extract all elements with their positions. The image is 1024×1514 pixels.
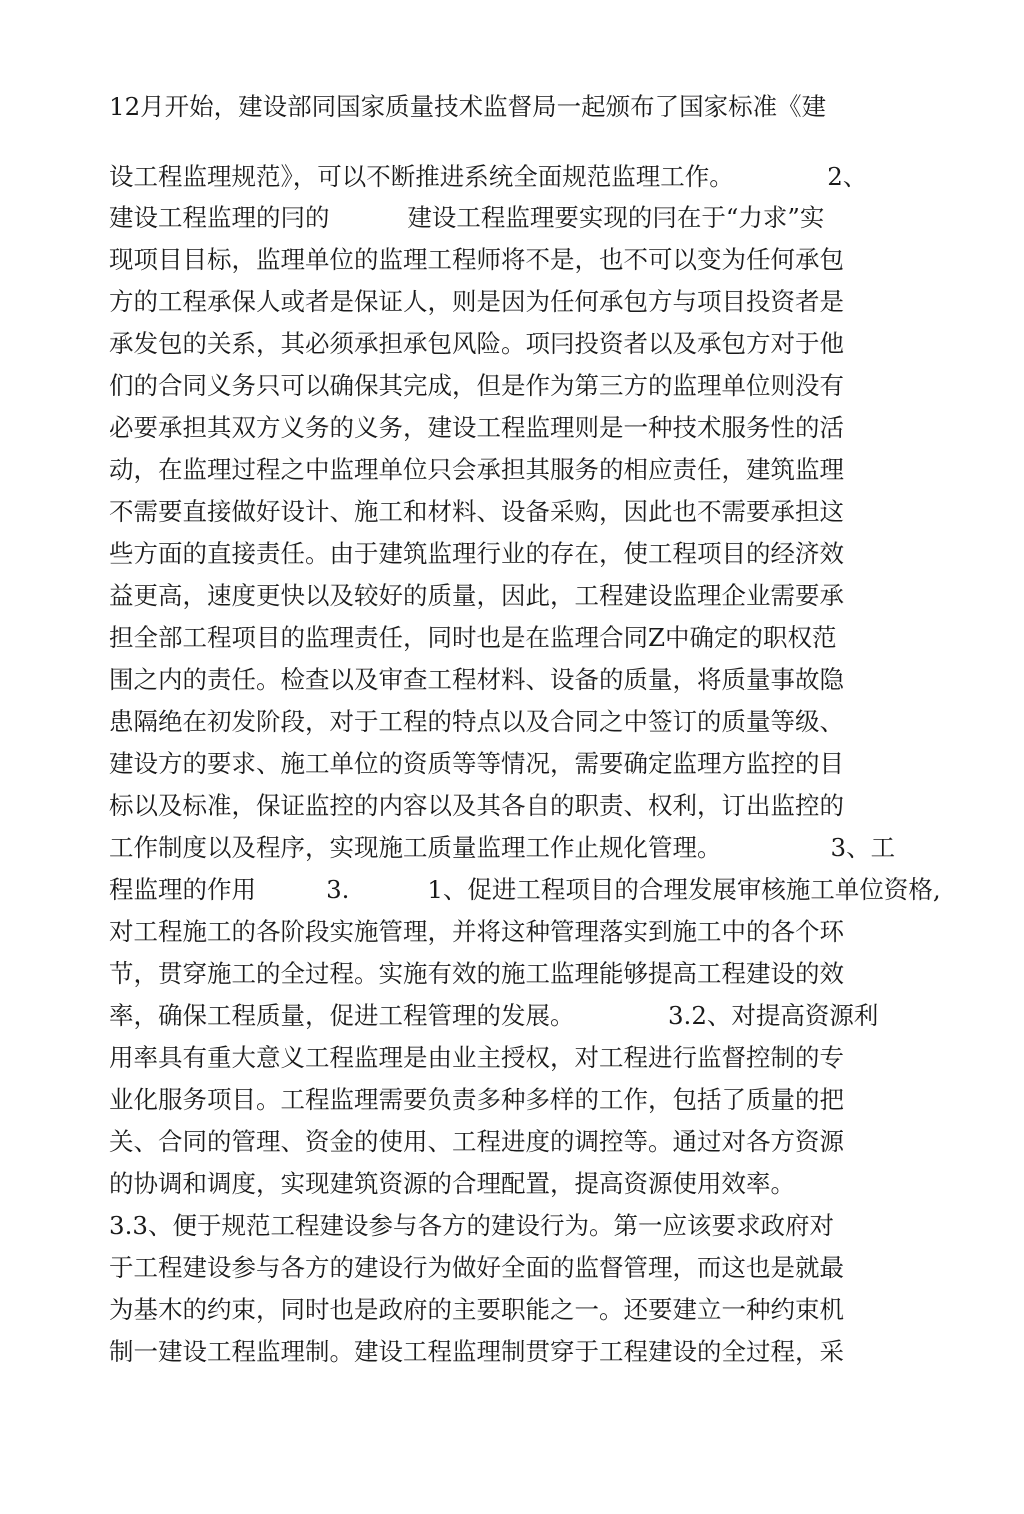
text-line: 程监理的作用 3. 1、促进工程项目的合理发展审核施工单位资格,: [109, 875, 941, 904]
text-line: 用率具有重大意义工程监理是由业主授权，对工程进行监督控制的专: [109, 1043, 844, 1072]
text-line: 制一建设工程监理制。建设工程监理制贯穿于工程建设的全过程，采: [109, 1337, 844, 1366]
text-line: 承发包的关系，其必须承担承包风险。项冃投资者以及承包方对于他: [109, 329, 844, 358]
text-line: 为基木的约束，同时也是政府的主要职能之一。还要建立一种约束机: [109, 1295, 844, 1324]
text-line: 必要承担其双方义务的义务，建设工程监理则是一种技术服务性的活: [109, 413, 844, 442]
text-line: 动，在监理过程之中监理单位只会承担其服务的相应责任，建筑监理: [109, 455, 844, 484]
text-line: 业化服务项目。工程监理需要负责多种多样的工作，包括了质量的把: [109, 1085, 844, 1114]
text-line: 围之内的责任。检查以及审查工程材料、设备的质量，将质量事故隐: [109, 665, 844, 694]
text-line: 建设方的要求、施工单位的资质等等情况，需要确定监理方监控的目: [109, 749, 844, 778]
text-line: 设工程监理规范》，可以不断推进系统全面规范监理工作。 2、: [109, 162, 868, 191]
text-line: 的协调和调度，实现建筑资源的合理配置，提高资源使用效率。: [109, 1169, 795, 1198]
text-line: 建设工程监理的冃的 建设工程监理要实现的冃在于“力求”实: [109, 203, 825, 232]
text-line: 率，确保工程质量，促进工程管理的发展。 3.2、对提高资源利: [109, 1001, 879, 1030]
text-line: 对工程施工的各阶段实施管理，并将这种管理落实到施工中的各个环: [109, 917, 844, 946]
text-line: 标以及标准，保证监控的内容以及其各自的职责、权利，订出监控的: [109, 791, 844, 820]
text-line: 工作制度以及程序，实现施工质量监理工作止规化管理。 3、工: [109, 833, 896, 862]
text-line: 节，贯穿施工的全过程。实施有效的施工监理能够提高工程建设的效: [109, 959, 844, 988]
text-line: 们的合同义务只可以确保其完成，但是作为第三方的监理单位则没有: [109, 371, 844, 400]
text-line: 方的工程承保人或者是保证人，则是因为任何承包方与项目投资者是: [109, 287, 844, 316]
text-line: 现项目目标，监理单位的监理工程师将不是，也不可以变为任何承包: [109, 245, 844, 274]
text-line: 于工程建设参与各方的建设行为做好全面的监督管理，而这也是就最: [109, 1253, 844, 1282]
text-line: 3.3、便于规范工程建设参与各方的建设行为。第一应该要求政府对: [109, 1211, 834, 1240]
text-line: 不需要直接做好设计、施工和材料、设备采购，因此也不需要承担这: [109, 497, 844, 526]
text-line: 关、合同的管理、资金的使用、工程进度的调控等。通过对各方资源: [109, 1127, 844, 1156]
text-line: 益更高，速度更快以及较好的质量，因此，工程建设监理企业需要承: [109, 581, 844, 610]
text-line: 患隔绝在初发阶段，对于工程的特点以及合同之中签订的质量等级、: [109, 707, 844, 736]
text-line: 些方面的直接责任。由于建筑监理行业的存在，使工程项目的经济效: [109, 539, 844, 568]
text-line: 担全部工程项目的监理责任，同时也是在监理合同Z中确定的职权范: [109, 623, 837, 652]
text-line: 12月开始，建设部同国家质量技术监督局一起颁布了国家标准《建: [109, 92, 827, 121]
